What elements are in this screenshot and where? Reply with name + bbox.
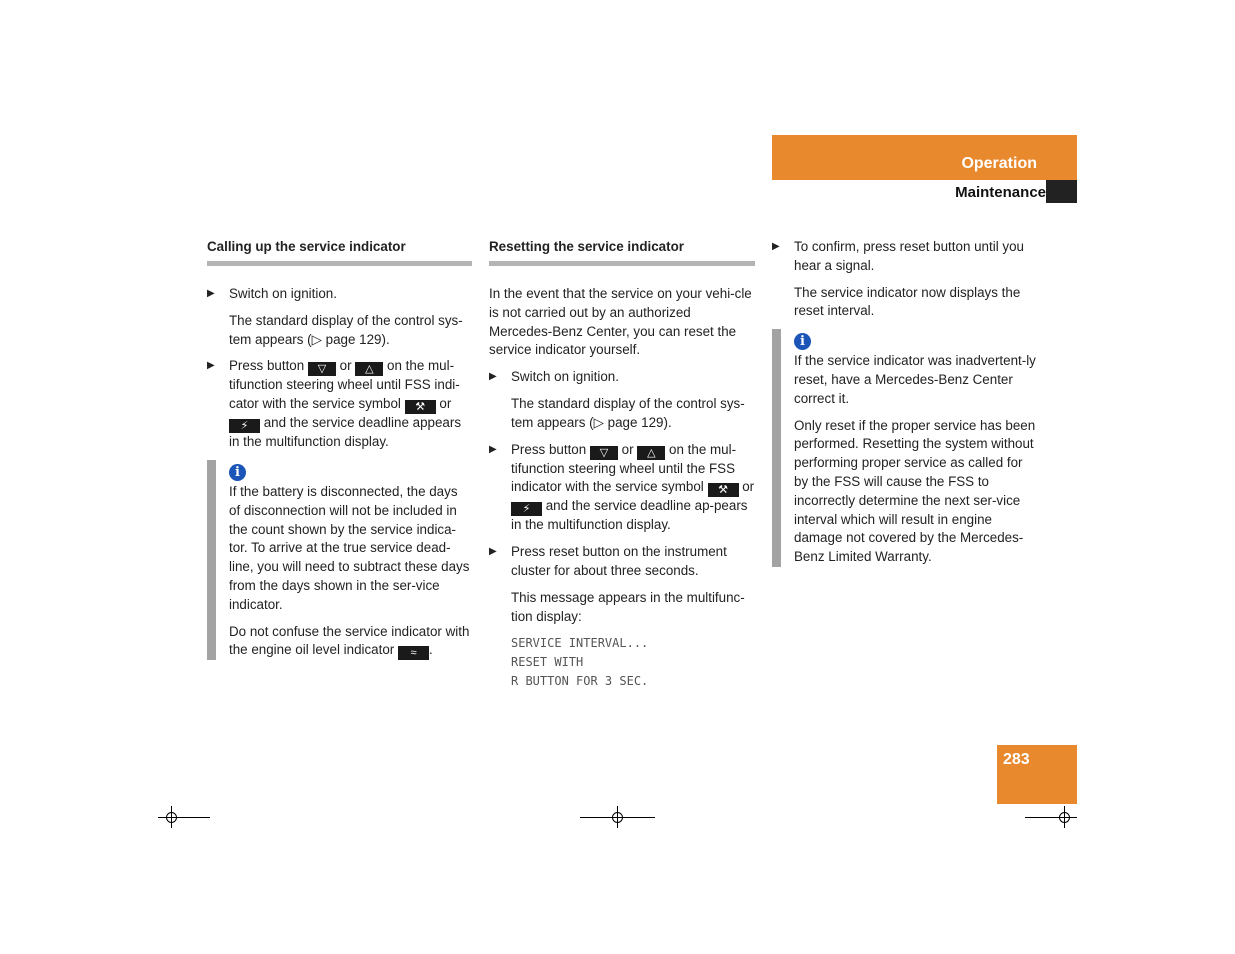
bullet-arrow-icon: ▶: [489, 443, 497, 455]
step-switch-ignition: [489, 368, 755, 387]
page-number: 283: [997, 745, 1077, 804]
step-result: The standard display of the control sys-tem appears (▷ page 129).: [229, 312, 463, 347]
step-text: Press reset button on the instrument cluster for about three seconds.: [511, 544, 727, 578]
step-press-button: [207, 357, 472, 452]
note-text: .: [429, 642, 433, 658]
info-note: [772, 329, 1038, 567]
button-up-icon: △: [637, 446, 665, 460]
step-text: Press button: [511, 441, 587, 457]
step-text: or: [439, 396, 452, 412]
step-text: on the mul-tifunction steering wheel until the FSS indicator with the service symbol: [511, 441, 737, 495]
section-tab: [772, 135, 1077, 180]
column-resetting: [489, 238, 755, 691]
step-text: or: [339, 358, 352, 374]
note-text-oil: [229, 623, 472, 661]
display-message: [489, 634, 755, 691]
oil-level-icon: ≈: [398, 646, 429, 660]
button-down-icon: ▽: [308, 362, 336, 376]
display-line: SERVICE INTERVAL...: [511, 636, 649, 651]
wrench-warning-icon: ⚡: [511, 502, 542, 516]
bullet-arrow-icon: ▶: [489, 546, 497, 558]
step-result: This message appears in the multifunc-tion display:: [511, 589, 745, 624]
bullet-arrow-icon: ▶: [489, 371, 497, 383]
step-confirm: [772, 238, 1038, 276]
heading-resetting: Resetting the service indicator: [489, 238, 755, 266]
step-text: or: [621, 441, 634, 457]
column-calling-up: [207, 238, 472, 668]
step-press-reset: [489, 543, 755, 581]
step-switch-ignition: [207, 285, 472, 304]
step-text: To confirm, press reset button until you hear a signal.: [794, 239, 1024, 273]
step-press-button: [489, 441, 755, 536]
column-confirm: [772, 238, 1038, 575]
subsection-title: Maintenance: [955, 184, 1046, 201]
note-text: Do not confuse the service indicator with the engine oil level indicator: [229, 623, 470, 658]
step-result: The service indicator now displays the reset interval.: [794, 284, 1021, 319]
note-text: If the service indicator was inadvertent-ly reset, have a Mercedes-Benz Center correct it.: [794, 353, 1036, 406]
button-up-icon: △: [355, 362, 383, 376]
button-down-icon: ▽: [590, 446, 618, 460]
subsection-marker: [1046, 180, 1077, 203]
bullet-arrow-icon: ▶: [207, 360, 215, 372]
wrench-warning-icon: ⚡: [229, 419, 260, 433]
display-line: R BUTTON FOR 3 SEC.: [511, 674, 649, 689]
registration-crosshair-icon: [580, 806, 655, 828]
step-text: and the service deadline appears in the multifunction display.: [229, 415, 462, 450]
bullet-arrow-icon: ▶: [207, 288, 215, 299]
step-text: Switch on ignition.: [229, 286, 337, 301]
section-title: Operation: [961, 155, 1037, 172]
info-icon: i: [229, 464, 246, 481]
step-text: Switch on ignition.: [511, 369, 619, 385]
registration-crosshair-icon: [158, 806, 210, 828]
note-text: Only reset if the proper service has been performed. Resetting the system without performing proper service as called for by the FSS will cause the FSS to incorrectly determine the next ser-vice interval which will result in engine damage not covered by the Mercedes-Benz Limited Warranty.: [794, 417, 1036, 565]
registration-crosshair-icon: [1025, 806, 1077, 828]
note-text: If the battery is disconnected, the days of disconnection will not be included in the count shown by the service indica-tor. To arrive at the true service dead-line, you will need to subtract these days from the days shown in the ser-vice indicator.: [229, 483, 470, 612]
heading-calling-up: Calling up the service indicator: [207, 238, 472, 266]
info-note: [207, 460, 472, 660]
step-result: The standard display of the control sys-tem appears (▷ page 129).: [511, 395, 745, 430]
step-text: on the mul-tifunction steering wheel until FSS indi-cator with the service symbol: [229, 358, 460, 412]
intro-text: In the event that the service on your vehi-cle is not carried out by an authorized Mercedes-Benz Center, you can reset the service indicator yourself.: [489, 286, 752, 358]
wrench-icon: ⚒: [708, 483, 739, 497]
bullet-arrow-icon: ▶: [772, 241, 780, 252]
info-icon: i: [794, 333, 811, 350]
wrench-icon: ⚒: [405, 400, 436, 414]
display-line: RESET WITH: [511, 655, 584, 670]
step-text: and the service deadline ap-pears in the multifunction display.: [511, 498, 748, 533]
step-text: or: [742, 479, 755, 495]
step-text: Press button: [229, 358, 305, 374]
